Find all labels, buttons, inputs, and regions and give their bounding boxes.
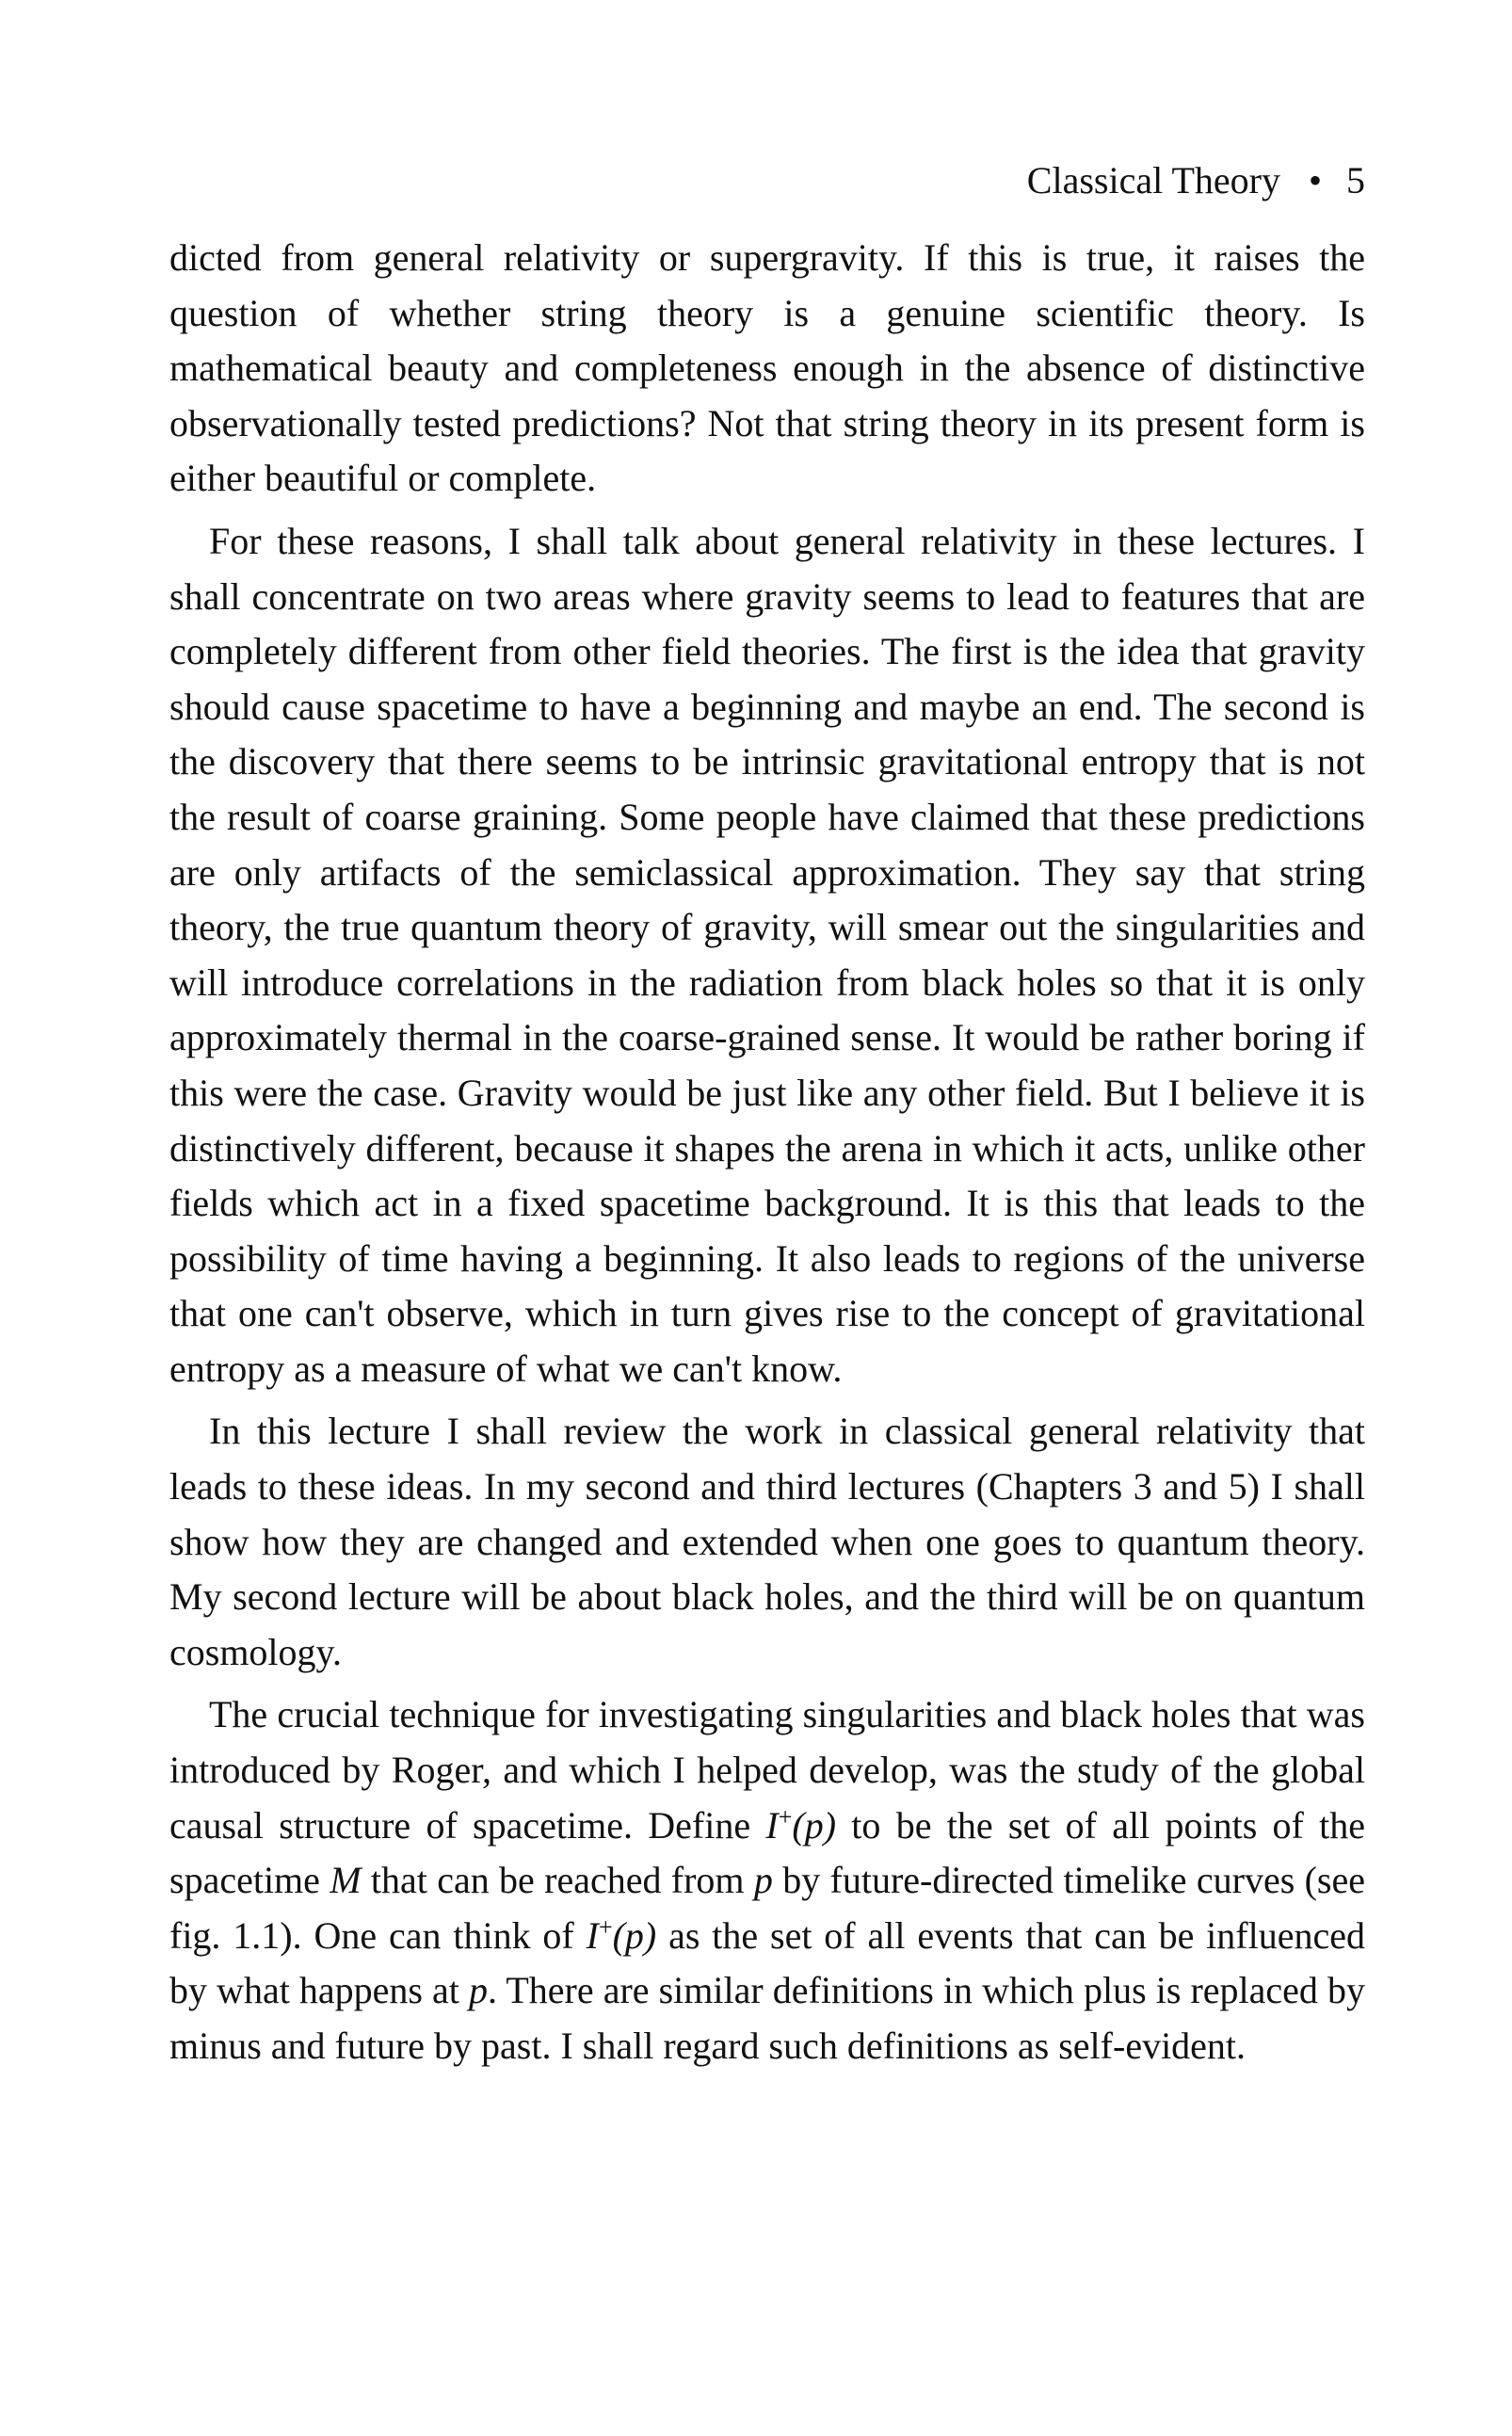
- math-symbol-I: I: [586, 1913, 599, 1957]
- math-symbol-p: p: [469, 1969, 488, 2012]
- paragraph-lecture-overview: In this lecture I shall review the work in classical general relativity that leads to these ideas. In my second and third lectures (Chapters 3 and 5) I shall show how they are changed and extended when one goes to quantum theory. My second lecture will be about black holes, and the third will be on quantum cosmology.: [169, 1410, 1365, 1673]
- math-symbol-M: M: [330, 1859, 362, 1902]
- math-symbol-I: I: [765, 1803, 779, 1847]
- running-head-title: Classical Theory: [1026, 159, 1280, 202]
- text-run: The crucial technique for investigating singularities and black holes that was introduced by Roger, and which I helped develop, was the study of the global causal structure of spacetime. Define: [169, 1693, 1365, 1847]
- running-head-separator: •: [1308, 159, 1322, 202]
- paragraph-continuation: dicted from general relativity or supergravity. If this is true, it raises the question of whether string theory is a genuine scientific theory. Is mathematical beauty and completeness enough in the absence of distinctive observationally tested predictions? Not that string theory in its present form is either beautiful or complete.: [169, 236, 1365, 500]
- text-run: that can be reached from: [361, 1859, 754, 1902]
- math-superscript-plus: +: [778, 1802, 793, 1831]
- text-run: . There are similar definitions in which plus is replaced by minus and future by past. I shall regard such definitions as self-evident.: [169, 1969, 1365, 2067]
- running-head: [169, 158, 1365, 203]
- text-run: to be the set of all points of the spacetime: [169, 1803, 1366, 1902]
- math-symbol-p: p: [753, 1859, 773, 1902]
- paragraph-general-relativity: For these reasons, I shall talk about general relativity in these lectures. I shall concentrate on two areas where gravity seems to lead to features that are completely different from other field theories. The first is the idea that gravity should cause spacetime to have a beginning and maybe an end. The second is the discovery that there seems to be intrinsic gravitational entropy that is not the result of coarse graining. Some people have claimed that these predictions are only artifacts of the semiclassical approximation. They say that string theory, the true quantum theory of gravity, will smear out the singularities and will introduce correlations in the radiation from black holes so that it is only approximately thermal in the coarse-grained sense. It would be rather boring if this were the case. Gravity would be just like any other field. But I believe it is distinctively different, because it shapes the arena in which it acts, unlike other fields which act in a fixed spacetime background. It is this that leads to the possibility of time having a beginning. It also leads to regions of the universe that one can't observe, which in turn gives rise to the concept of gravitational entropy as a measure of what we can't know.: [169, 519, 1365, 1390]
- math-argument-p: (p): [792, 1803, 837, 1847]
- text-run: as the set of all events that can be influenced by what happens at: [169, 1913, 1365, 2012]
- page-number: 5: [1346, 159, 1365, 202]
- math-argument-p: (p): [612, 1913, 657, 1957]
- text-run: by future-directed timelike curves (see fig. 1.1). One can think of: [169, 1859, 1366, 1957]
- body-text: [169, 231, 1365, 2074]
- paragraph-causal-structure: [169, 1687, 1365, 2073]
- math-superscript-plus: +: [598, 1912, 613, 1941]
